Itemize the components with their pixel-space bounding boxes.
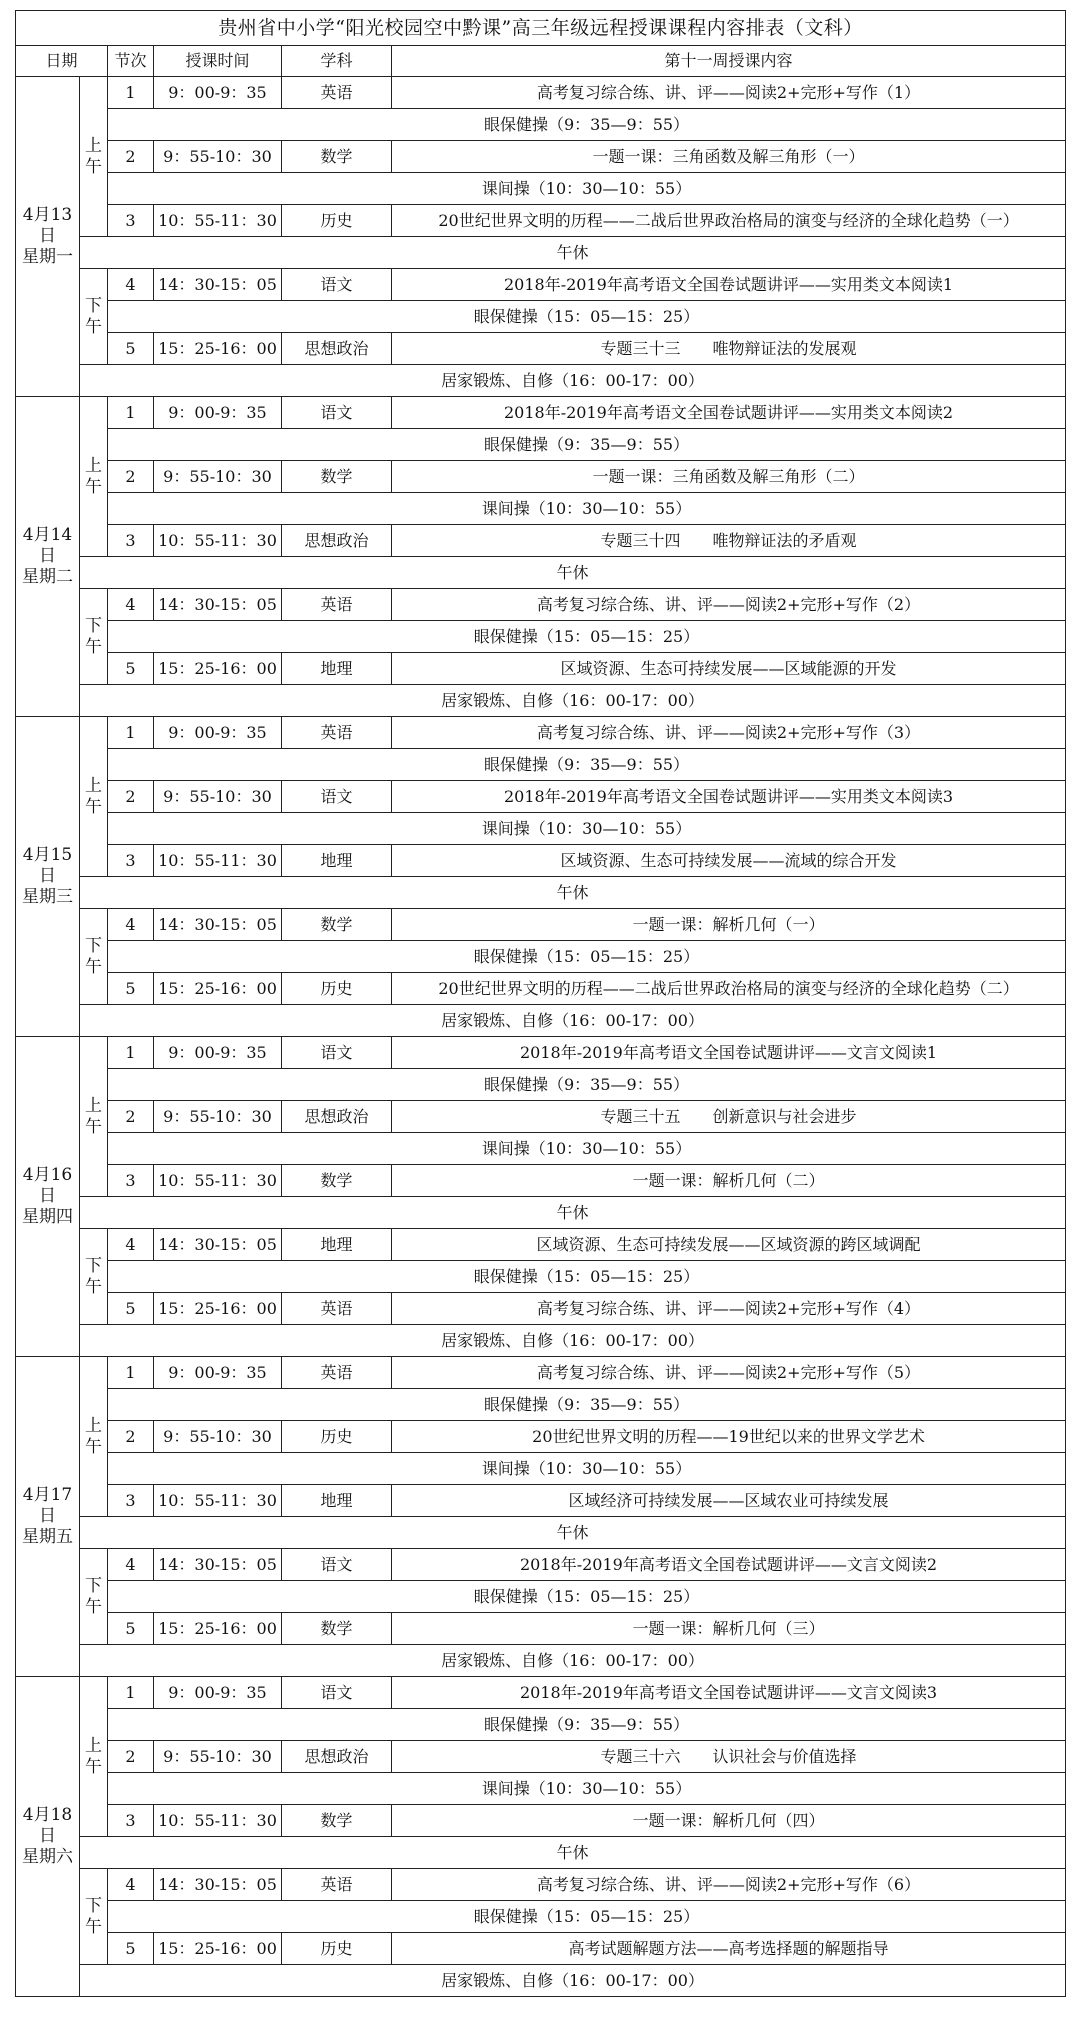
date-line: 日 (39, 546, 56, 566)
class-content: 区域资源、生态可持续发展——区域资源的跨区域调配 (392, 1229, 1066, 1261)
class-subject: 地理 (282, 1485, 392, 1517)
class-content: 2018年-2019年高考语文全国卷试题讲评——实用类文本阅读3 (392, 781, 1066, 813)
class-subject: 语文 (282, 1677, 392, 1709)
class-time: 9：55-10：30 (154, 1741, 282, 1773)
morning-label: 上午 (80, 397, 108, 557)
period-number: 1 (108, 1037, 154, 1069)
noon-break: 午休 (80, 1837, 1066, 1869)
break-activity: 课间操（10：30—10：55） (108, 813, 1066, 845)
class-subject: 英语 (282, 77, 392, 109)
class-time: 10：55-11：30 (154, 1485, 282, 1517)
class-row (16, 1677, 1066, 1709)
noon-row (16, 557, 1066, 589)
class-content: 高考试题解题方法——高考选择题的解题指导 (392, 1933, 1066, 1965)
period-number: 5 (108, 1933, 154, 1965)
class-time: 14：30-15：05 (154, 1229, 282, 1261)
class-time: 10：55-11：30 (154, 525, 282, 557)
break-row (16, 365, 1066, 397)
afternoon-label: 下午 (80, 909, 108, 1005)
date-line: 日 (39, 226, 56, 246)
class-subject: 英语 (282, 1869, 392, 1901)
date-line: 星期二 (22, 567, 73, 587)
break-activity: 课间操（10：30—10：55） (108, 1773, 1066, 1805)
period-number: 2 (108, 1101, 154, 1133)
class-row (16, 845, 1066, 877)
break-row (16, 1453, 1066, 1485)
schedule-body (16, 11, 1066, 1997)
period-number: 4 (108, 1229, 154, 1261)
class-content: 区域资源、生态可持续发展——流域的综合开发 (392, 845, 1066, 877)
period-number: 4 (108, 269, 154, 301)
break-activity: 居家锻炼、自修（16：00-17：00） (80, 365, 1066, 397)
period-number: 1 (108, 717, 154, 749)
morning-label: 上午 (80, 1677, 108, 1837)
class-subject: 数学 (282, 1613, 392, 1645)
afternoon-label: 下午 (80, 1229, 108, 1325)
morning-label: 上午 (80, 1357, 108, 1517)
class-time: 14：30-15：05 (154, 1549, 282, 1581)
break-activity: 眼保健操（15：05—15：25） (108, 1261, 1066, 1293)
class-content: 2018年-2019年高考语文全国卷试题讲评——文言文阅读2 (392, 1549, 1066, 1581)
class-row (16, 141, 1066, 173)
class-content: 一题一课：三角函数及解三角形（二） (392, 461, 1066, 493)
period-number: 4 (108, 909, 154, 941)
break-activity: 眼保健操（15：05—15：25） (108, 301, 1066, 333)
date-line: 4月17 (22, 1485, 73, 1505)
period-number: 2 (108, 781, 154, 813)
class-time: 15：25-16：00 (154, 653, 282, 685)
morning-label: 上午 (80, 717, 108, 877)
class-content: 高考复习综合练、讲、评——阅读2+完形+写作（1） (392, 77, 1066, 109)
header-row (16, 46, 1066, 77)
noon-row (16, 877, 1066, 909)
break-row (16, 1773, 1066, 1805)
break-row (16, 1325, 1066, 1357)
class-content: 2018年-2019年高考语文全国卷试题讲评——文言文阅读3 (392, 1677, 1066, 1709)
class-time: 10：55-11：30 (154, 1805, 282, 1837)
class-content: 高考复习综合练、讲、评——阅读2+完形+写作（5） (392, 1357, 1066, 1389)
break-row (16, 749, 1066, 781)
class-row (16, 589, 1066, 621)
class-time: 10：55-11：30 (154, 845, 282, 877)
class-subject: 英语 (282, 589, 392, 621)
class-content: 一题一课：三角函数及解三角形（一） (392, 141, 1066, 173)
class-time: 9：55-10：30 (154, 141, 282, 173)
period-number: 3 (108, 845, 154, 877)
period-number: 5 (108, 1613, 154, 1645)
date-cell (16, 1677, 80, 1997)
class-content: 一题一课：解析几何（四） (392, 1805, 1066, 1837)
class-row (16, 205, 1066, 237)
class-row (16, 1613, 1066, 1645)
date-cell (16, 717, 80, 1037)
morning-label: 上午 (80, 77, 108, 237)
header-content: 第十一周授课内容 (392, 46, 1066, 77)
class-subject: 地理 (282, 1229, 392, 1261)
date-line: 日 (39, 866, 56, 886)
afternoon-label: 下午 (80, 1869, 108, 1965)
class-subject: 语文 (282, 1549, 392, 1581)
class-subject: 思想政治 (282, 1101, 392, 1133)
date-line: 星期一 (22, 247, 73, 267)
break-activity: 眼保健操（9：35—9：55） (108, 1389, 1066, 1421)
break-activity: 眼保健操（15：05—15：25） (108, 941, 1066, 973)
class-time: 9：00-9：35 (154, 717, 282, 749)
class-content: 高考复习综合练、讲、评——阅读2+完形+写作（3） (392, 717, 1066, 749)
period-number: 1 (108, 1677, 154, 1709)
break-activity: 眼保健操（9：35—9：55） (108, 749, 1066, 781)
period-number: 5 (108, 653, 154, 685)
break-activity: 居家锻炼、自修（16：00-17：00） (80, 685, 1066, 717)
class-time: 10：55-11：30 (154, 205, 282, 237)
class-time: 14：30-15：05 (154, 1869, 282, 1901)
break-activity: 居家锻炼、自修（16：00-17：00） (80, 1645, 1066, 1677)
class-subject: 思想政治 (282, 333, 392, 365)
date-cell (16, 397, 80, 717)
date-cell (16, 77, 80, 397)
class-subject: 思想政治 (282, 525, 392, 557)
class-content: 2018年-2019年高考语文全国卷试题讲评——文言文阅读1 (392, 1037, 1066, 1069)
class-row (16, 1549, 1066, 1581)
period-number: 1 (108, 77, 154, 109)
class-row (16, 77, 1066, 109)
break-row (16, 1005, 1066, 1037)
break-row (16, 941, 1066, 973)
class-content: 20世纪世界文明的历程——19世纪以来的世界文学艺术 (392, 1421, 1066, 1453)
class-row (16, 781, 1066, 813)
class-subject: 英语 (282, 717, 392, 749)
date-line: 日 (39, 1506, 56, 1526)
class-content: 高考复习综合练、讲、评——阅读2+完形+写作（4） (392, 1293, 1066, 1325)
class-row (16, 909, 1066, 941)
break-row (16, 813, 1066, 845)
noon-break: 午休 (80, 1517, 1066, 1549)
break-row (16, 1261, 1066, 1293)
class-time: 14：30-15：05 (154, 269, 282, 301)
date-line: 4月14 (22, 525, 73, 545)
class-row (16, 1741, 1066, 1773)
break-row (16, 1069, 1066, 1101)
break-activity: 眼保健操（9：35—9：55） (108, 429, 1066, 461)
table-title: 贵州省中小学“阳光校园空中黔课”高三年级远程授课课程内容排表（文科） (16, 11, 1066, 46)
noon-row (16, 1517, 1066, 1549)
class-subject: 语文 (282, 397, 392, 429)
class-subject: 语文 (282, 269, 392, 301)
break-row (16, 301, 1066, 333)
class-row (16, 653, 1066, 685)
class-subject: 历史 (282, 973, 392, 1005)
class-row (16, 1037, 1066, 1069)
class-time: 10：55-11：30 (154, 1165, 282, 1197)
noon-break: 午休 (80, 237, 1066, 269)
class-time: 9：00-9：35 (154, 1357, 282, 1389)
period-number: 1 (108, 1357, 154, 1389)
date-line: 星期六 (22, 1847, 73, 1867)
break-activity: 眼保健操（15：05—15：25） (108, 621, 1066, 653)
class-content: 区域经济可持续发展——区域农业可持续发展 (392, 1485, 1066, 1517)
schedule-table (15, 10, 1066, 1997)
class-row (16, 397, 1066, 429)
period-number: 3 (108, 525, 154, 557)
class-row (16, 717, 1066, 749)
class-row (16, 525, 1066, 557)
break-activity: 居家锻炼、自修（16：00-17：00） (80, 1005, 1066, 1037)
class-content: 专题三十六 认识社会与价值选择 (392, 1741, 1066, 1773)
period-number: 4 (108, 589, 154, 621)
class-subject: 数学 (282, 1165, 392, 1197)
class-time: 14：30-15：05 (154, 589, 282, 621)
class-subject: 历史 (282, 1421, 392, 1453)
date-line: 日 (39, 1826, 56, 1846)
class-subject: 英语 (282, 1357, 392, 1389)
break-row (16, 1965, 1066, 1997)
period-number: 2 (108, 141, 154, 173)
class-content: 专题三十四 唯物辩证法的矛盾观 (392, 525, 1066, 557)
class-content: 高考复习综合练、讲、评——阅读2+完形+写作（2） (392, 589, 1066, 621)
period-number: 4 (108, 1869, 154, 1901)
class-row (16, 1485, 1066, 1517)
break-row (16, 1389, 1066, 1421)
class-row (16, 333, 1066, 365)
class-row (16, 1229, 1066, 1261)
period-number: 3 (108, 205, 154, 237)
class-subject: 历史 (282, 1933, 392, 1965)
class-subject: 数学 (282, 461, 392, 493)
break-activity: 居家锻炼、自修（16：00-17：00） (80, 1965, 1066, 1997)
class-content: 2018年-2019年高考语文全国卷试题讲评——实用类文本阅读1 (392, 269, 1066, 301)
period-number: 5 (108, 333, 154, 365)
class-row (16, 269, 1066, 301)
class-content: 20世纪世界文明的历程——二战后世界政治格局的演变与经济的全球化趋势（一） (392, 205, 1066, 237)
class-time: 15：25-16：00 (154, 973, 282, 1005)
afternoon-label: 下午 (80, 1549, 108, 1645)
class-subject: 英语 (282, 1293, 392, 1325)
noon-row (16, 1197, 1066, 1229)
header-period: 节次 (108, 46, 154, 77)
class-time: 15：25-16：00 (154, 1933, 282, 1965)
afternoon-label: 下午 (80, 269, 108, 365)
break-row (16, 1901, 1066, 1933)
break-row (16, 1709, 1066, 1741)
class-content: 一题一课：解析几何（三） (392, 1613, 1066, 1645)
break-row (16, 429, 1066, 461)
class-time: 15：25-16：00 (154, 333, 282, 365)
date-line: 4月15 (22, 845, 73, 865)
date-line: 星期四 (22, 1207, 73, 1227)
class-row (16, 1293, 1066, 1325)
class-row (16, 1165, 1066, 1197)
break-activity: 课间操（10：30—10：55） (108, 173, 1066, 205)
class-subject: 思想政治 (282, 1741, 392, 1773)
date-line: 4月16 (22, 1165, 73, 1185)
break-activity: 课间操（10：30—10：55） (108, 1453, 1066, 1485)
period-number: 3 (108, 1485, 154, 1517)
class-subject: 历史 (282, 205, 392, 237)
date-cell (16, 1037, 80, 1357)
date-line: 4月13 (22, 205, 73, 225)
class-content: 专题三十三 唯物辩证法的发展观 (392, 333, 1066, 365)
period-number: 2 (108, 1741, 154, 1773)
class-time: 9：55-10：30 (154, 1101, 282, 1133)
class-time: 9：55-10：30 (154, 1421, 282, 1453)
class-row (16, 973, 1066, 1005)
break-activity: 课间操（10：30—10：55） (108, 493, 1066, 525)
noon-row (16, 237, 1066, 269)
period-number: 3 (108, 1165, 154, 1197)
break-row (16, 173, 1066, 205)
period-number: 5 (108, 973, 154, 1005)
noon-break: 午休 (80, 1197, 1066, 1229)
date-line: 日 (39, 1186, 56, 1206)
break-activity: 眼保健操（9：35—9：55） (108, 1709, 1066, 1741)
schedule-sheet (15, 10, 1065, 1997)
period-number: 1 (108, 397, 154, 429)
break-row (16, 1581, 1066, 1613)
class-time: 9：00-9：35 (154, 1037, 282, 1069)
class-content: 专题三十五 创新意识与社会进步 (392, 1101, 1066, 1133)
break-activity: 眼保健操（15：05—15：25） (108, 1901, 1066, 1933)
class-subject: 数学 (282, 141, 392, 173)
date-line: 星期三 (22, 887, 73, 907)
class-row (16, 1869, 1066, 1901)
class-time: 9：55-10：30 (154, 461, 282, 493)
header-subject: 学科 (282, 46, 392, 77)
class-subject: 语文 (282, 1037, 392, 1069)
class-content: 一题一课：解析几何（一） (392, 909, 1066, 941)
class-subject: 语文 (282, 781, 392, 813)
class-content: 一题一课：解析几何（二） (392, 1165, 1066, 1197)
class-subject: 数学 (282, 909, 392, 941)
class-time: 9：00-9：35 (154, 1677, 282, 1709)
header-date: 日期 (16, 46, 108, 77)
class-time: 9：00-9：35 (154, 397, 282, 429)
afternoon-label: 下午 (80, 589, 108, 685)
class-content: 高考复习综合练、讲、评——阅读2+完形+写作（6） (392, 1869, 1066, 1901)
noon-break: 午休 (80, 557, 1066, 589)
class-subject: 地理 (282, 653, 392, 685)
title-row (16, 11, 1066, 46)
header-time: 授课时间 (154, 46, 282, 77)
class-time: 15：25-16：00 (154, 1293, 282, 1325)
break-row (16, 109, 1066, 141)
break-row (16, 685, 1066, 717)
period-number: 5 (108, 1293, 154, 1325)
class-content: 区域资源、生态可持续发展——区域能源的开发 (392, 653, 1066, 685)
break-activity: 眼保健操（9：35—9：55） (108, 1069, 1066, 1101)
class-row (16, 1805, 1066, 1837)
break-activity: 课间操（10：30—10：55） (108, 1133, 1066, 1165)
period-number: 2 (108, 1421, 154, 1453)
break-activity: 居家锻炼、自修（16：00-17：00） (80, 1325, 1066, 1357)
class-time: 15：25-16：00 (154, 1613, 282, 1645)
break-row (16, 621, 1066, 653)
break-row (16, 493, 1066, 525)
class-content: 2018年-2019年高考语文全国卷试题讲评——实用类文本阅读2 (392, 397, 1066, 429)
date-line: 星期五 (22, 1527, 73, 1547)
class-content: 20世纪世界文明的历程——二战后世界政治格局的演变与经济的全球化趋势（二） (392, 973, 1066, 1005)
class-time: 9：55-10：30 (154, 781, 282, 813)
break-activity: 眼保健操（15：05—15：25） (108, 1581, 1066, 1613)
class-subject: 地理 (282, 845, 392, 877)
date-cell (16, 1357, 80, 1677)
noon-row (16, 1837, 1066, 1869)
class-subject: 数学 (282, 1805, 392, 1837)
break-row (16, 1645, 1066, 1677)
class-row (16, 1933, 1066, 1965)
class-row (16, 461, 1066, 493)
date-line: 4月18 (22, 1805, 73, 1825)
break-activity: 眼保健操（9：35—9：55） (108, 109, 1066, 141)
noon-break: 午休 (80, 877, 1066, 909)
class-row (16, 1357, 1066, 1389)
class-time: 9：00-9：35 (154, 77, 282, 109)
period-number: 2 (108, 461, 154, 493)
morning-label: 上午 (80, 1037, 108, 1197)
break-row (16, 1133, 1066, 1165)
class-time: 14：30-15：05 (154, 909, 282, 941)
class-row (16, 1421, 1066, 1453)
period-number: 4 (108, 1549, 154, 1581)
period-number: 3 (108, 1805, 154, 1837)
class-row (16, 1101, 1066, 1133)
